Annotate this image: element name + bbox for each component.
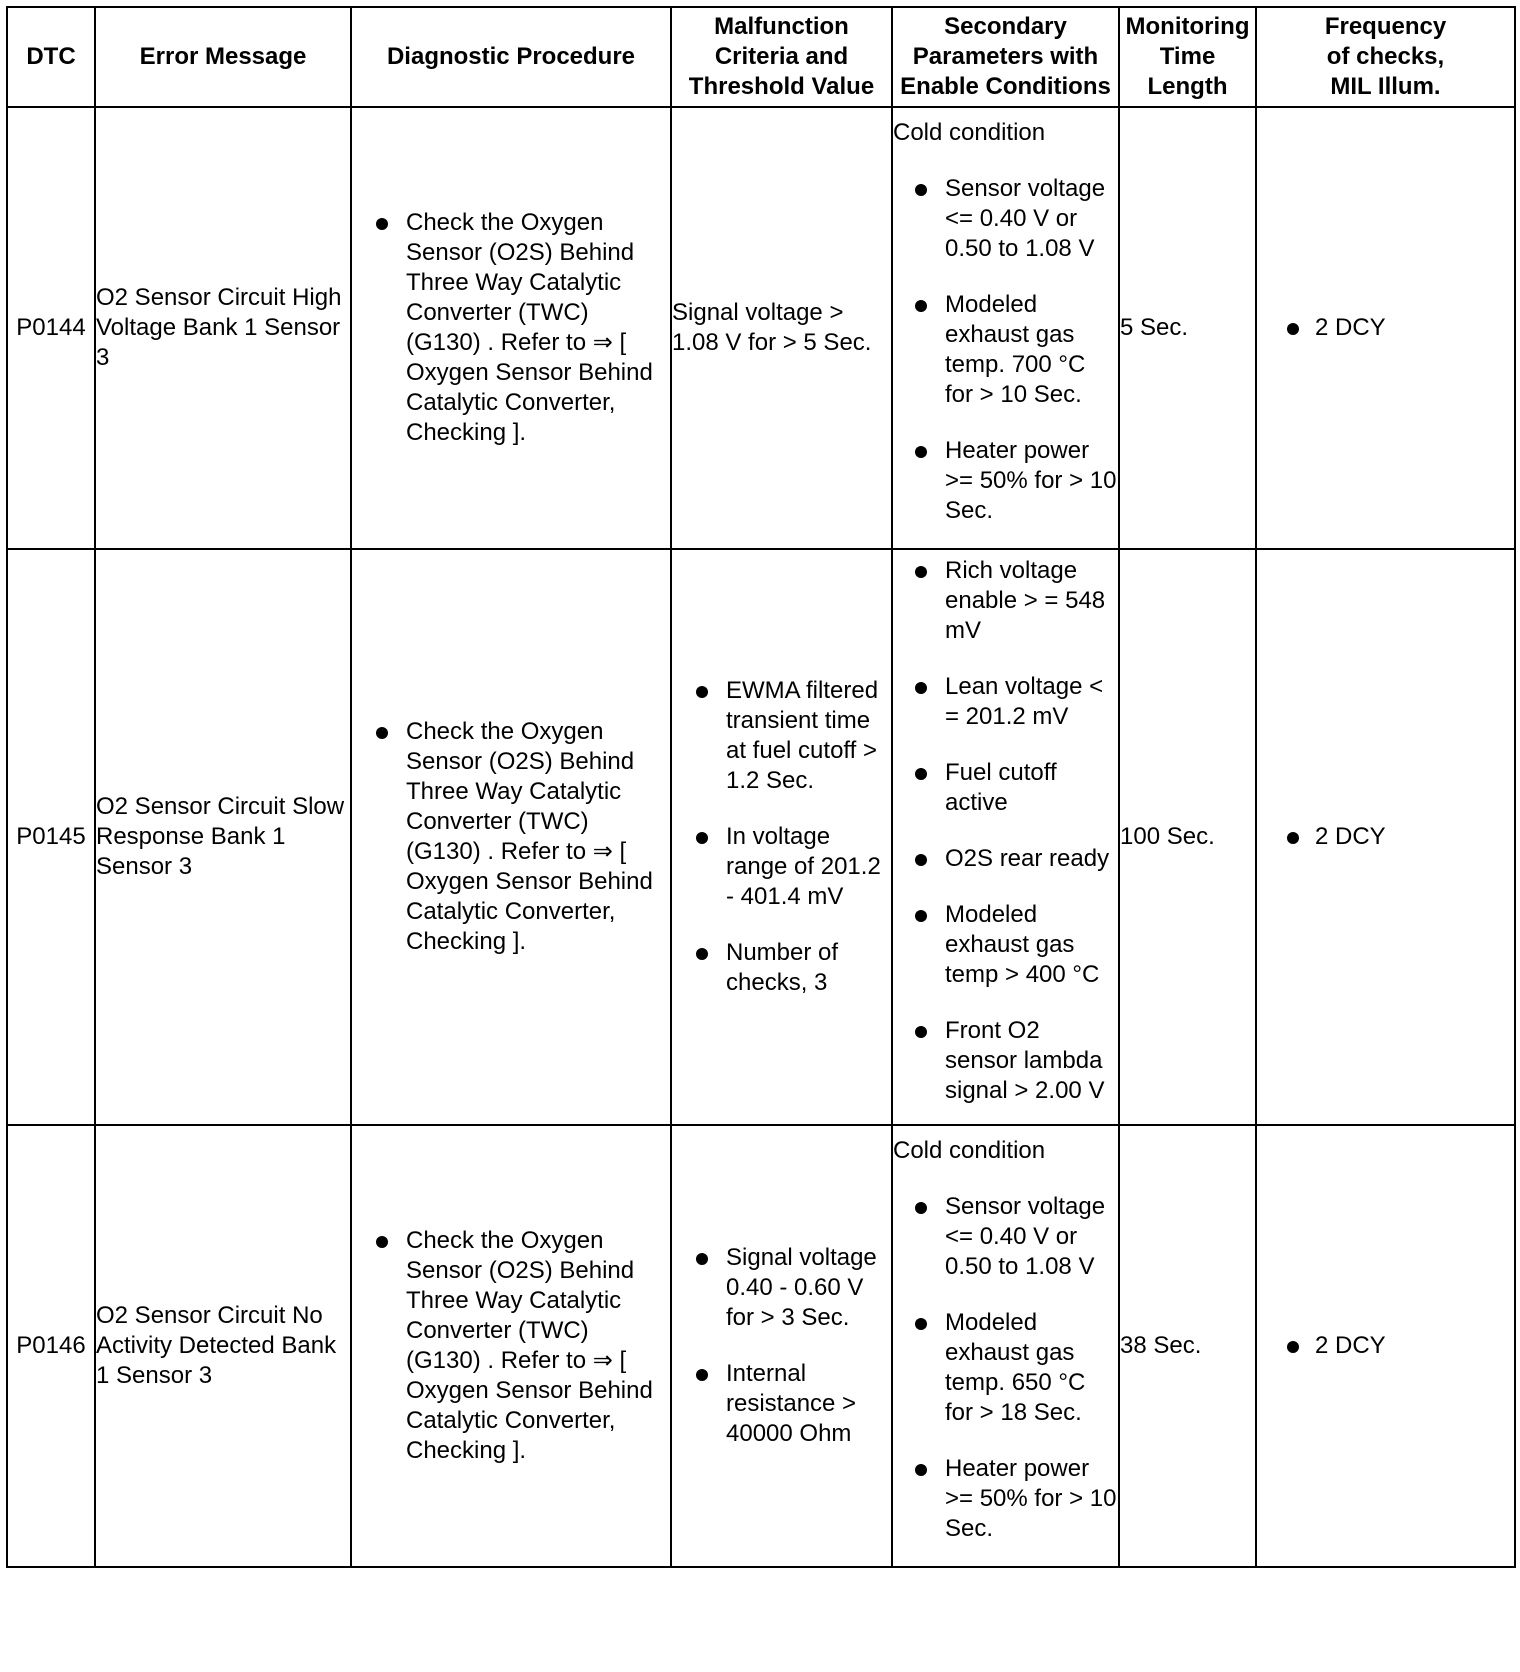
bullet-icon bbox=[696, 948, 708, 960]
error-message: O2 Sensor Circuit Slow Response Bank 1 Sensor 3 bbox=[95, 549, 351, 1125]
list-item: Fuel cutoff active bbox=[893, 758, 1118, 818]
error-message: O2 Sensor Circuit No Activity Detected Bank 1 Sensor 3 bbox=[95, 1125, 351, 1567]
table-row bbox=[7, 1125, 1515, 1567]
bullet-icon bbox=[915, 300, 927, 312]
list-item: Check the Oxygen Sensor (O2S) Behind Three Way Catalytic Converter (TWC) (G130) . Refer to ⇒ [ Oxygen Sensor Behind Catalytic Converter, Checking ]. bbox=[352, 1226, 670, 1466]
dtc-table bbox=[6, 6, 1516, 1568]
malfunction-criteria: Signal voltage > 1.08 V for > 5 Sec. bbox=[671, 107, 892, 549]
list-item: Sensor voltage <= 0.40 V or 0.50 to 1.08 V bbox=[893, 174, 1118, 264]
list-item: Sensor voltage <= 0.40 V or 0.50 to 1.08 V bbox=[893, 1192, 1118, 1282]
dtc-code: P0144 bbox=[7, 107, 95, 549]
list-item: 2 DCY bbox=[1257, 822, 1514, 852]
bullet-icon bbox=[696, 1369, 708, 1381]
list-item: Modeled exhaust gas temp > 400 °C bbox=[893, 900, 1118, 990]
list-item: Internal resistance > 40000 Ohm bbox=[672, 1359, 891, 1449]
bullet-icon bbox=[1287, 832, 1299, 844]
bullet-icon bbox=[376, 727, 388, 739]
error-message: O2 Sensor Circuit High Voltage Bank 1 Sensor 3 bbox=[95, 107, 351, 549]
header-diagnostic-procedure: Diagnostic Procedure bbox=[351, 7, 671, 107]
list-item: Number of checks, 3 bbox=[672, 938, 891, 998]
bullet-icon bbox=[915, 446, 927, 458]
condition-note: Cold condition bbox=[893, 1137, 1046, 1164]
bullet-icon bbox=[915, 184, 927, 196]
list-item: Lean voltage < = 201.2 mV bbox=[893, 672, 1118, 732]
bullet-icon bbox=[915, 682, 927, 694]
secondary-parameters bbox=[892, 1125, 1119, 1567]
frequency bbox=[1256, 107, 1515, 549]
dtc-code: P0146 bbox=[7, 1125, 95, 1567]
table-row bbox=[7, 107, 1515, 549]
bullet-icon bbox=[915, 1202, 927, 1214]
header-malfunction-criteria: Malfunction Criteria and Threshold Value bbox=[671, 7, 892, 107]
header-frequency: Frequency of checks, MIL Illum. bbox=[1256, 7, 1515, 107]
header-row bbox=[7, 7, 1515, 107]
list-item: Rich voltage enable > = 548 mV bbox=[893, 556, 1118, 646]
bullet-icon bbox=[696, 1253, 708, 1265]
list-item: 2 DCY bbox=[1257, 1331, 1514, 1361]
dtc-code: P0145 bbox=[7, 549, 95, 1125]
list-item: Front O2 sensor lambda signal > 2.00 V bbox=[893, 1016, 1118, 1106]
diagnostic-procedure bbox=[351, 549, 671, 1125]
bullet-icon bbox=[915, 566, 927, 578]
bullet-icon bbox=[915, 910, 927, 922]
list-item: O2S rear ready bbox=[893, 844, 1118, 874]
list-item: In voltage range of 201.2 - 401.4 mV bbox=[672, 822, 891, 912]
monitoring-time: 38 Sec. bbox=[1119, 1125, 1256, 1567]
frequency bbox=[1256, 1125, 1515, 1567]
header-secondary-parameters: Secondary Parameters with Enable Conditions bbox=[892, 7, 1119, 107]
table-row bbox=[7, 549, 1515, 1125]
monitoring-time: 100 Sec. bbox=[1119, 549, 1256, 1125]
bullet-icon bbox=[696, 686, 708, 698]
diagnostic-procedure bbox=[351, 107, 671, 549]
bullet-icon bbox=[915, 1318, 927, 1330]
list-item: Modeled exhaust gas temp. 650 °C for > 18 Sec. bbox=[893, 1308, 1118, 1428]
list-item: Check the Oxygen Sensor (O2S) Behind Three Way Catalytic Converter (TWC) (G130) . Refer to ⇒ [ Oxygen Sensor Behind Catalytic Converter, Checking ]. bbox=[352, 717, 670, 957]
list-item: Heater power >= 50% for > 10 Sec. bbox=[893, 436, 1118, 526]
header-dtc: DTC bbox=[7, 7, 95, 107]
bullet-icon bbox=[696, 832, 708, 844]
malfunction-criteria bbox=[671, 1125, 892, 1567]
bullet-icon bbox=[915, 854, 927, 866]
secondary-parameters bbox=[892, 549, 1119, 1125]
bullet-icon bbox=[915, 1026, 927, 1038]
list-item: Check the Oxygen Sensor (O2S) Behind Three Way Catalytic Converter (TWC) (G130) . Refer to ⇒ [ Oxygen Sensor Behind Catalytic Converter, Checking ]. bbox=[352, 208, 670, 448]
bullet-icon bbox=[915, 1464, 927, 1476]
bullet-icon bbox=[376, 218, 388, 230]
bullet-icon bbox=[1287, 323, 1299, 335]
list-item: Signal voltage 0.40 - 0.60 V for > 3 Sec. bbox=[672, 1243, 891, 1333]
header-error-message: Error Message bbox=[95, 7, 351, 107]
bullet-icon bbox=[915, 768, 927, 780]
bullet-icon bbox=[376, 1236, 388, 1248]
list-item: 2 DCY bbox=[1257, 313, 1514, 343]
list-item: Modeled exhaust gas temp. 700 °C for > 10 Sec. bbox=[893, 290, 1118, 410]
list-item: EWMA filtered transient time at fuel cutoff > 1.2 Sec. bbox=[672, 676, 891, 796]
malfunction-criteria bbox=[671, 549, 892, 1125]
frequency bbox=[1256, 549, 1515, 1125]
monitoring-time: 5 Sec. bbox=[1119, 107, 1256, 549]
header-monitoring-time: Monitoring Time Length bbox=[1119, 7, 1256, 107]
diagnostic-procedure bbox=[351, 1125, 671, 1567]
bullet-icon bbox=[1287, 1341, 1299, 1353]
list-item: Heater power >= 50% for > 10 Sec. bbox=[893, 1454, 1118, 1544]
condition-note: Cold condition bbox=[893, 119, 1046, 146]
secondary-parameters bbox=[892, 107, 1119, 549]
